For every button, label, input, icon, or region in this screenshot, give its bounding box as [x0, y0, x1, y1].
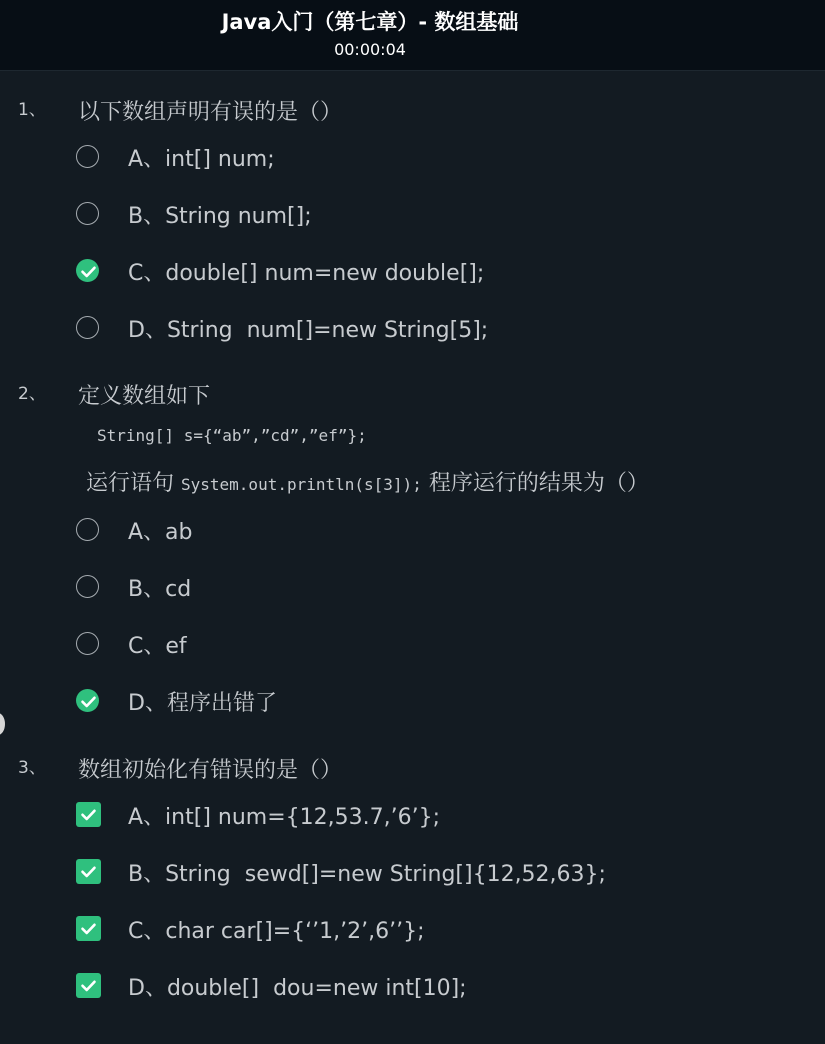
- q3-option-a[interactable]: [74, 801, 774, 831]
- option-label: B、String num[];: [128, 204, 312, 229]
- option-label: B、String sewd[]=new String[]{12,52,63};: [128, 862, 606, 887]
- q3-option-d[interactable]: [74, 972, 774, 1002]
- option-label: C、char car[]={‘’1,’2’,6’’};: [128, 919, 425, 944]
- question-code: String[] s={“ab”,”cd”,”ef”};: [97, 426, 367, 445]
- q1-option-a[interactable]: [74, 143, 774, 173]
- empty-circle-icon[interactable]: [76, 145, 99, 168]
- exam-header: [0, 0, 825, 71]
- option-label: D、String num[]=new String[5];: [128, 318, 489, 343]
- option-label: D、程序出错了: [128, 691, 277, 716]
- option-label: A、int[] num={12,53.7,’6’};: [128, 805, 440, 830]
- q2-option-d[interactable]: [74, 687, 774, 717]
- empty-circle-icon[interactable]: [76, 316, 99, 339]
- option-label: D、double[] dou=new int[10];: [128, 976, 467, 1001]
- option-label: A、int[] num;: [128, 147, 275, 172]
- option-label: C、double[] num=new double[];: [128, 261, 485, 286]
- statement-prefix: 运行语句: [86, 471, 181, 496]
- q2-option-c[interactable]: [74, 630, 774, 660]
- statement-suffix: 程序运行的结果为（）: [421, 471, 649, 496]
- q1-option-c[interactable]: [74, 257, 774, 287]
- checkbox-checked-icon[interactable]: [76, 859, 101, 884]
- question-text: 定义数组如下: [78, 384, 211, 409]
- check-circle-icon[interactable]: [76, 689, 99, 712]
- elapsed-timer: 00:00:04: [334, 40, 406, 59]
- question-number: 1、: [18, 100, 46, 120]
- checkbox-checked-icon[interactable]: [76, 916, 101, 941]
- empty-circle-icon[interactable]: [76, 202, 99, 225]
- question-text: 数组初始化有错误的是（）: [78, 758, 343, 783]
- checkbox-checked-icon[interactable]: [76, 802, 101, 827]
- q2-option-b[interactable]: [74, 573, 774, 603]
- side-drawer-handle[interactable]: [0, 713, 5, 735]
- option-label: C、ef: [128, 634, 187, 659]
- check-circle-icon[interactable]: [76, 259, 99, 282]
- question-statement: [86, 466, 649, 497]
- q2-option-a[interactable]: [74, 516, 774, 546]
- checkbox-checked-icon[interactable]: [76, 973, 101, 998]
- q3-option-c[interactable]: [74, 915, 774, 945]
- page-title: Java入门（第七章）- 数组基础: [221, 10, 519, 34]
- question-text: 以下数组声明有误的是（）: [78, 100, 343, 125]
- empty-circle-icon[interactable]: [76, 518, 99, 541]
- empty-circle-icon[interactable]: [76, 632, 99, 655]
- empty-circle-icon[interactable]: [76, 575, 99, 598]
- question-number: 2、: [18, 384, 46, 404]
- q3-option-b[interactable]: [74, 858, 774, 888]
- q1-option-b[interactable]: [74, 200, 774, 230]
- option-label: B、cd: [128, 577, 192, 602]
- option-label: A、ab: [128, 520, 193, 545]
- q1-option-d[interactable]: [74, 314, 774, 344]
- question-number: 3、: [18, 758, 46, 778]
- statement-code: System.out.println(s[3]);: [181, 475, 422, 494]
